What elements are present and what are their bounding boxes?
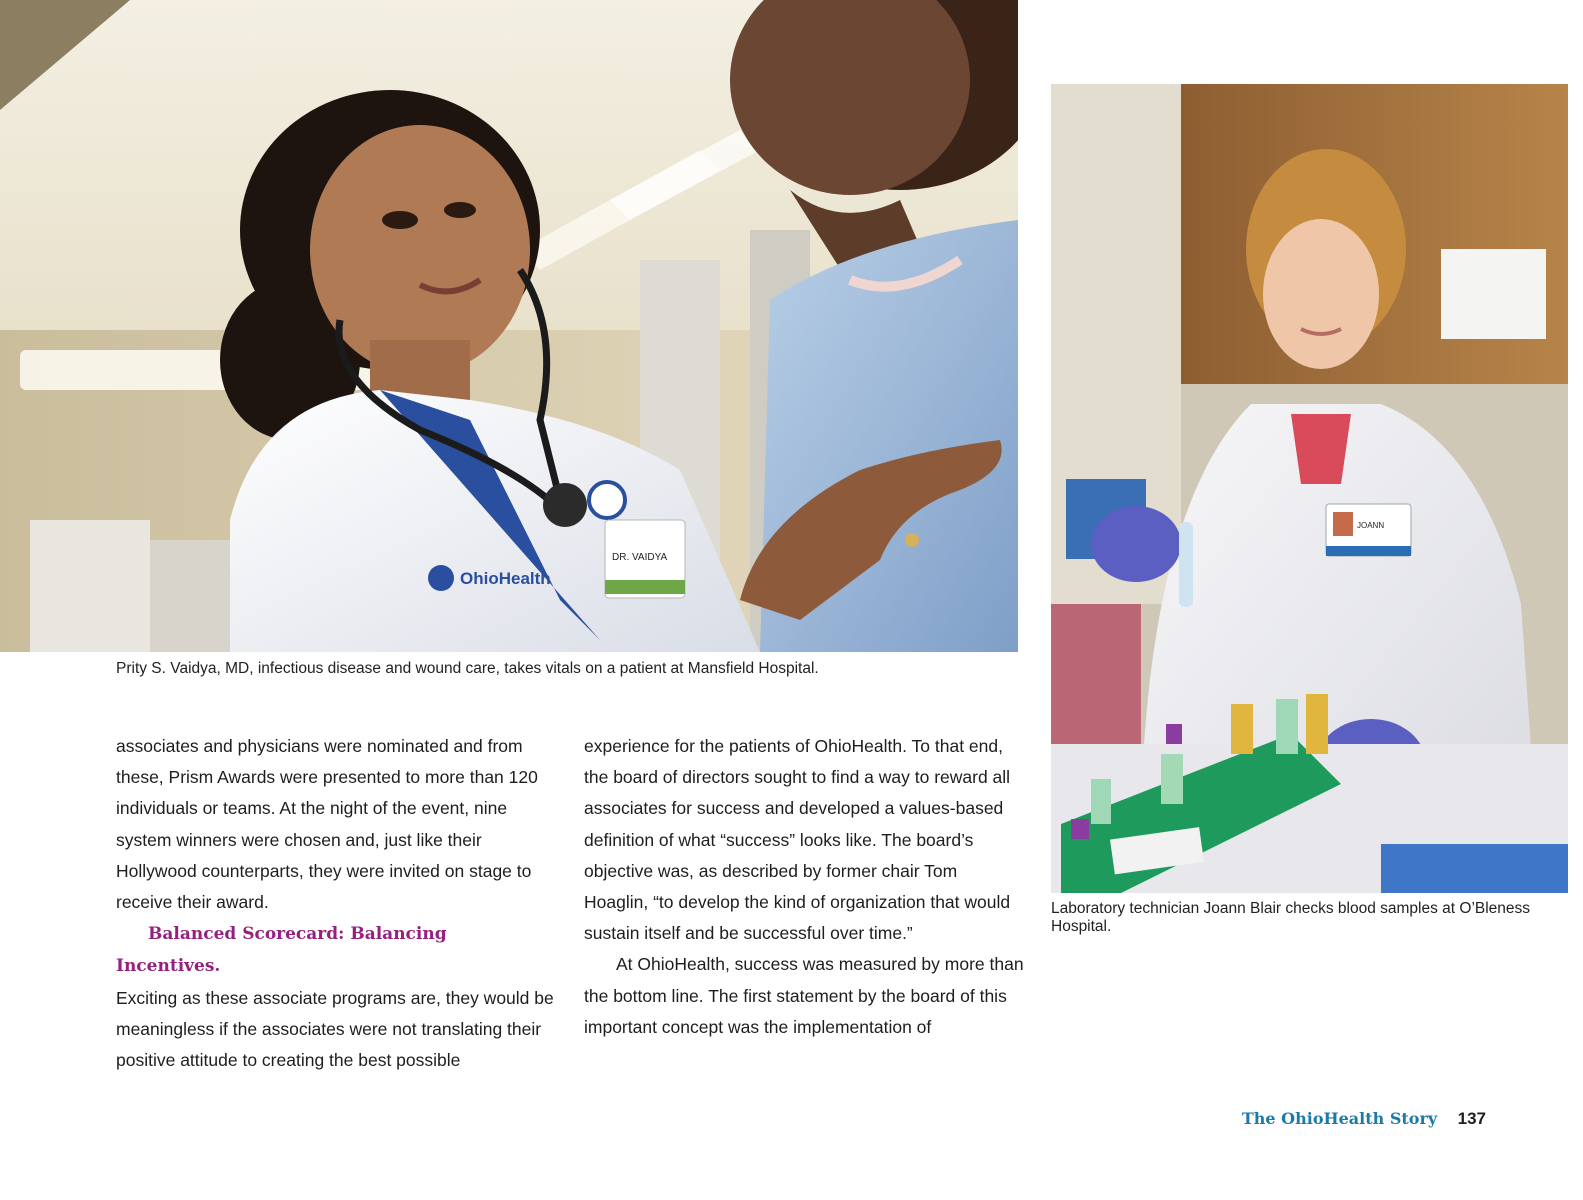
paragraph-associate-programs: Exciting as these associate programs are, they would be meaningless if the associates were not translating their positive attitude to creating the best possible	[116, 987, 554, 1071]
caption-side-photo: Laboratory technician Joann Blair checks blood samples at O’Bleness Hospital.	[1051, 900, 1531, 935]
photo-lab-technician-illustration	[1051, 84, 1568, 893]
paragraph-board-objective: experience for the patients of OhioHealth. To that end, the board of directors sought to find a way to reward all associates for success and developed a values-based definition of what “success” looks like. The board’s objective was, as described by former chair Tom Hoaglin, “to develop the kind of organization that would sustain itself and be successful over time.”	[584, 736, 1011, 944]
badge-text: DR. VAIDYA	[612, 552, 668, 563]
page-footer	[1242, 1109, 1486, 1129]
badge-text-lab: JOANN	[1357, 521, 1385, 530]
caption-main-photo: Prity S. Vaidya, MD, infectious disease and wound care, takes vitals on a patient at Mansfield Hospital.	[116, 660, 819, 677]
subhead-paragraph	[116, 918, 556, 982]
photo-doctor-patient	[0, 0, 1018, 652]
paragraph-prism-awards: associates and physicians were nominated and from these, Prism Awards were presented to more than 120 individuals or teams. At the night of the event, nine system winners were chosen and, just like their Hollywood counterparts, they were invited on stage to receive their award.	[116, 736, 538, 913]
book-title: The OhioHealth Story	[1241, 1109, 1438, 1128]
paragraph-success-measure: At OhioHealth, success was measured by more than the bottom line. The first statement by the board of this important concept was the implementation of	[584, 954, 1024, 1037]
photo-doctor-patient-illustration	[0, 0, 1018, 652]
page-number: 137	[1457, 1109, 1486, 1128]
photo-lab-technician	[1051, 84, 1568, 893]
text-column-right	[584, 731, 1024, 1043]
coat-logo-text: OhioHealth	[460, 569, 551, 588]
subhead-balanced-scorecard: Balanced Scorecard: Balancing Incentives.	[116, 924, 447, 977]
text-column-left	[116, 731, 556, 1076]
